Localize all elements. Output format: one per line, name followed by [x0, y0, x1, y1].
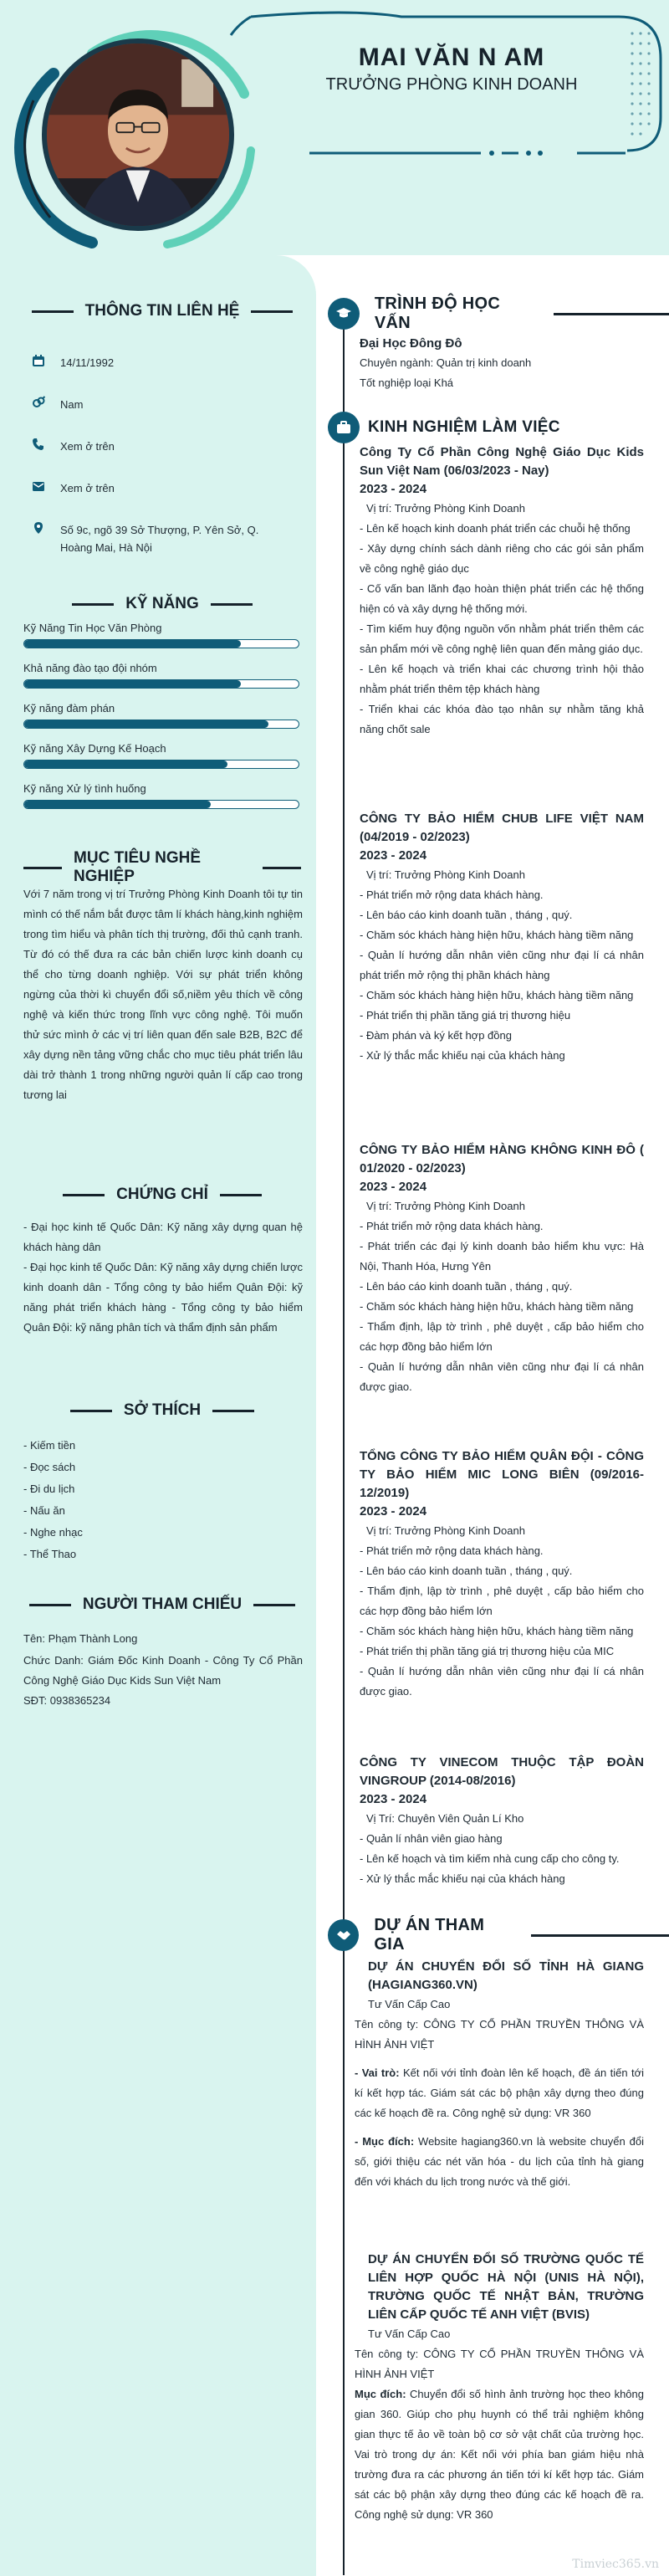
handshake-icon	[328, 1919, 359, 1951]
candidate-title: TRƯỞNG PHÒNG KINH DOANH	[325, 75, 578, 94]
briefcase-icon	[328, 412, 360, 443]
skill-bar-fill	[24, 761, 227, 768]
skill-bar	[23, 800, 299, 809]
hobby-item: - Kiếm tiền	[23, 1439, 76, 1452]
reference-section-title: NGƯỜI THAM CHIẾU	[23, 1595, 301, 1614]
gender-icon	[32, 396, 45, 409]
experience-section-title: KINH NGHIỆM LÀM VIỆC	[368, 418, 560, 436]
graduation-cap-icon	[328, 298, 360, 330]
project-entry: DỰ ÁN CHUYỂN ĐỔI SỐ TỈNH HÀ GIANG (HAGIANG360.VN) Tư Vấn Cấp Cao Tên công ty: CÔNG TY CỔ PHẦN TRUYỀN THÔNG VÀ HÌNH ẢNH VIỆT - Vai trò: Kết nối với tỉnh đoàn lên kế hoạch, đề án tiến tới kí kết hợp tác. Giám sát các bộ phận xây dựng theo đúng các kế hoạch đề ra. Công nghệ sử dụng: VR 360 - Mục đích: Website hagiang360.vn là website chuyển đổi số, giới thiệu các nét văn hóa - du lịch của tỉnh hà giang đến với khách du lịch trong nước và thế giới.	[355, 1959, 644, 2188]
skill-bar	[23, 760, 299, 769]
hobby-item: - Thể Thao	[23, 1548, 77, 1560]
timeline-line	[343, 308, 345, 2575]
contact-birthday: 14/11/1992	[32, 354, 286, 371]
skill-item: Khả năng đào tạo đội nhóm	[23, 662, 299, 689]
education-block	[360, 335, 644, 393]
skill-bar	[23, 679, 299, 689]
job-entry: CÔNG TY VINECOM THUỘC TẬP ĐOÀN VINGROUP (2014-08/2016) 2023 - 2024 Vị Trí: Chuyên Viên Quản Lí Kho - Quản lí nhân viên giao hàng - Lên kế hoạch và tìm kiếm nhà cung cấp cho công ty. - Xử lý thắc mắc khiếu nại của khách hàng	[360, 1755, 644, 1885]
skill-bar-fill	[24, 680, 241, 688]
contact-gender: Nam	[32, 396, 286, 413]
contact-phone: Xem ở trên	[32, 438, 286, 455]
certificate-item: - Đại học kinh tế Quốc Dân: Kỹ năng xây dựng chiến lược kinh doanh dân - Tổng công ty bảo hiểm Quân Đội: kỹ năng phát triển khách hàng - Tổng công ty bảo hiểm Quân Đội: kỹ năng phân tích và thẩm định sản phẩm	[23, 1261, 303, 1334]
skill-item: Kỹ Năng Tin Học Văn Phòng	[23, 622, 299, 648]
phone-icon	[32, 438, 45, 451]
hobby-item: - Nghe nhạc	[23, 1526, 83, 1539]
skills-section-title: KỸ NĂNG	[23, 595, 301, 613]
skill-item: Kỹ năng Xử lý tình huống	[23, 782, 299, 809]
education-school: Đại Học Đông Đô	[360, 336, 462, 351]
certificate-item: - Đại học kinh tế Quốc Dân: Kỹ năng xây dựng quan hệ khách hàng dân	[23, 1221, 303, 1253]
projects-section-header	[328, 1916, 669, 1954]
skill-bar	[23, 720, 299, 729]
education-grade: Tốt nghiệp loại Khá	[360, 376, 454, 389]
hobby-item: - Đi du lịch	[23, 1483, 75, 1495]
reference-name: Tên: Phạm Thành Long	[23, 1632, 138, 1645]
skill-item: Kỹ năng đàm phán	[23, 702, 299, 729]
avatar	[42, 38, 234, 231]
objective-text: Với 7 năm trong vị trí Trưởng Phòng Kinh Doanh tôi tự tin mình có thế nắm bắt được tâm lí khách hàng,kinh nghiệm trong tìm hiểu và phân tích thị trường, đối thủ cạnh tranh. Từ đó có thế đưa ra các bản chiến lược kinh doanh cụ thể cho từng doanh nghiệp. Với sự phát triển không ngừng của thời kì chuyển đổi số,niềm yêu thích về công nghệ và kiến thức trong lĩnh vực công nghệ. Tôi muốn thử sức mình ở các vị trí liên quan đến sale B2B, B2C để xây dựng nền tảng vững chắc cho mục tiêu phát triển lâu dài trở thành 1 trong những người quản lí cấp cao trong tương lai	[23, 888, 303, 1101]
hobby-item: - Nấu ăn	[23, 1504, 65, 1517]
skill-item: Kỹ năng Xây Dựng Kế Hoạch	[23, 742, 299, 769]
calendar-icon	[32, 354, 45, 367]
projects-section-title: DỰ ÁN THAM GIA	[374, 1916, 485, 1954]
contact-email: Xem ở trên	[32, 479, 286, 497]
header	[0, 0, 669, 255]
hobby-item: - Đọc sách	[23, 1461, 76, 1473]
job-entry: CÔNG TY BẢO HIỂM HÀNG KHÔNG KINH ĐÔ ( 01/2020 - 02/2023) 2023 - 2024 Vị trí: Trưởng Phòng Kinh Doanh - Phát triển mở rộng data khách hàng. - Phát triển các đại lý kinh doanh bảo hiểm khu vực: Hà Nội, Thanh Hóa, Hưng Yên - Lên báo cáo kinh doanh tuần , tháng , quý. - Chăm sóc khách hàng hiện hữu, khách hàng tiềm năng - Thẩm định, lập tờ trình , phê duyệt , cấp bảo hiểm cho các hợp đồng bảo hiểm lớn - Quản lí hướng dẫn nhân viên cũng như đại lí cá nhân được giao.	[360, 1143, 644, 1393]
candidate-name: MAI VĂN N AM	[358, 44, 545, 71]
skill-bar-fill	[24, 720, 268, 728]
skill-bar	[23, 639, 299, 648]
job-entry: TỔNG CÔNG TY BẢO HIỂM QUÂN ĐỘI - CÔNG TY BẢO HIỂM MIC LONG BIÊN (09/2016-12/2019) 2023 - 2024 Vị trí: Trưởng Phòng Kinh Doanh - Phát triển mở rộng data khách hàng. - Lên báo cáo kinh doanh tuần , tháng , quý. - Thẩm định, lập tờ trình , phê duyệt , cấp bảo hiểm cho các hợp đồng bảo hiểm lớn - Chăm sóc khách hàng hiện hữu, khách hàng tiềm năng - Phát triển thị phần tăng giá trị thương hiệu của MIC - Quản lí hướng dẫn nhân viên cũng như đại lí cá nhân được giao.	[360, 1449, 644, 1698]
education-major: Chuyên ngành: Quản trị kinh doanh	[360, 356, 532, 369]
skill-bar-fill	[24, 801, 211, 808]
hobbies-section-title: SỞ THÍCH	[23, 1401, 301, 1420]
education-section-title: TRÌNH ĐỘ HỌC VẤN	[374, 294, 501, 332]
left-column	[0, 255, 316, 2576]
reference-phone: SĐT: 0938365234	[23, 1694, 111, 1707]
experience-section-header	[328, 412, 560, 443]
education-section-header	[328, 294, 669, 333]
location-icon	[32, 521, 45, 535]
reference-role: Chức Danh: Giám Đốc Kinh Doanh - Công Ty Cổ Phần Công Nghệ Giáo Dục Kids Sun Việt Nam	[23, 1654, 303, 1687]
job-entry: Công Ty Cổ Phần Công Nghệ Giáo Dục Kids Sun Việt Nam (06/03/2023 - Nay) 2023 - 2024 Vị trí: Trưởng Phòng Kinh Doanh - Lên kế hoạch kinh doanh phát triển các chuỗi hệ thống - Xây dựng chính sách dành riêng cho các gói sản phẩm về công nghệ giáo dục - Cố vấn ban lãnh đạo hoàn thiện phát triển các hệ thống hiện có và xây dựng hệ thống mới. - Tìm kiếm huy động nguồn vốn nhằm phát triển thêm các sản phẩm mới về công nghệ liên quan đến mảng giáo dục. - Lên kế hoạch và triển khai các chương trình hội thảo nhằm phát triển thêm tệp khách hàng - Triển khai các khóa đào tạo nhân sự nhằm tăng khả năng chốt sale	[360, 445, 644, 735]
objective-section-title: MỤC TIÊU NGHỀ NGHIỆP	[23, 849, 301, 886]
skill-bar-fill	[24, 640, 241, 648]
watermark: Timviec365.vn	[572, 2558, 659, 2571]
job-entry: CÔNG TY BẢO HIỂM CHUB LIFE VIỆT NAM (04/2019 - 02/2023) 2023 - 2024 Vị trí: Trưởng Phòng Kinh Doanh - Phát triển mở rộng data khách hàng. - Lên báo cáo kinh doanh tuần , tháng , quý. - Chăm sóc khách hàng hiện hữu, khách hàng tiềm năng - Quản lí hướng dẫn nhân viên cũng như đại lí cá nhân phát triển mở rộng thị phần khách hàng - Chăm sóc khách hàng hiện hữu, khách hàng tiềm năng - Phát triển thị phần tăng giá trị thương hiệu - Đàm phán và ký kết hợp đồng - Xử lý thắc mắc khiếu nại của khách hàng	[360, 812, 644, 1062]
contact-section-title: THÔNG TIN LIÊN HỆ	[23, 302, 301, 320]
contact-address: Số 9c, ngõ 39 Sở Thượng, P. Yên Sở, Q. Hoàng Mai, Hà Nội	[32, 521, 286, 556]
project-entry: DỰ ÁN CHUYỂN ĐỔI SỐ TRƯỜNG QUỐC TẾ LIÊN HỢP QUỐC HÀ NỘI (UNIS HÀ NỘI), TRƯỜNG QUỐC TẾ NHẬT BẢN, TRƯỜNG LIÊN CẤP QUỐC TẾ ANH VIỆT (BVIS) Tư Vấn Cấp Cao Tên công ty: CÔNG TY CỔ PHẦN TRUYỀN THÔNG VÀ HÌNH ẢNH VIỆT Mục đích: Chuyển đổi số hình ảnh trường học theo không gian 360. Giúp cho phụ huynh có thể trải nghiệm không gian thực tế ảo về toàn bộ cơ sở vật chất của trường học. Vai trò trong dự án: Kết nối với phía ban giám hiệu nhà trường đưa ra các phương án tiến tới kí kết hợp tác. Giám sát các bộ phận xây dựng theo đúng các kế hoạch đề ra. Công nghệ sử dụng: VR 360	[355, 2252, 644, 2521]
certificates-section-title: CHỨNG CHỈ	[23, 1186, 301, 1204]
email-icon	[32, 479, 45, 493]
